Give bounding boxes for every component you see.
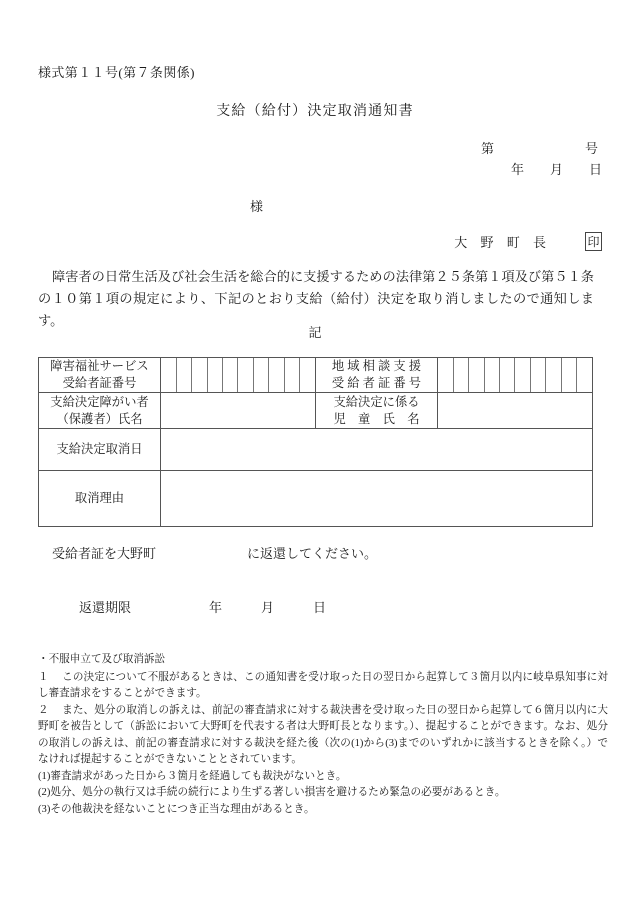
number-cell[interactable] xyxy=(300,358,315,392)
welfare-service-number-cells[interactable] xyxy=(161,358,316,393)
note-text: この決定について不服があるときは、この通知書を受け取った日の翌日から起算して３箇月以内に岐阜県知事に対し審査請求をすることができます。 xyxy=(38,671,608,699)
issuer-name: 大 野 町 長 xyxy=(454,235,551,250)
note-number: １ xyxy=(38,671,49,683)
label-cancellation-reason: 取消理由 xyxy=(39,471,161,527)
document-date-line: 年 月 日 xyxy=(510,162,602,177)
return-instruction: 受給者証を大野町 に返還してください。 xyxy=(52,546,378,561)
number-cell[interactable] xyxy=(238,358,253,392)
number-cell[interactable] xyxy=(469,358,484,392)
number-cell[interactable] xyxy=(192,358,207,392)
number-cell[interactable] xyxy=(453,358,468,392)
number-cell[interactable] xyxy=(500,358,515,392)
table-row xyxy=(39,393,593,429)
number-cell[interactable] xyxy=(438,358,453,392)
table-row xyxy=(39,429,593,471)
label-welfare-service-number: 障害福祉サービス 受給者証番号 xyxy=(39,358,161,393)
note-item xyxy=(38,670,608,703)
issuer-line xyxy=(454,232,602,251)
number-cell[interactable] xyxy=(577,358,592,392)
number-cell[interactable] xyxy=(161,358,176,392)
label-child-name: 支給決定に係る 児 童 氏 名 xyxy=(316,393,438,429)
return-deadline-value: 年 月 日 xyxy=(209,600,327,615)
return-deadline xyxy=(66,581,326,632)
note-number: ２ xyxy=(38,704,49,716)
legal-notes xyxy=(38,652,608,818)
number-cell[interactable] xyxy=(269,358,284,392)
decision-details-table xyxy=(38,357,593,527)
value-recipient-name[interactable] xyxy=(161,393,316,429)
number-cell[interactable] xyxy=(284,358,299,392)
regional-consultation-number-cells[interactable] xyxy=(438,358,593,393)
form-number: 様式第１１号(第７条関係) xyxy=(38,65,195,80)
table-row xyxy=(39,358,593,393)
document-meta-block xyxy=(481,138,602,180)
note-item xyxy=(38,703,608,769)
number-cell[interactable] xyxy=(207,358,222,392)
number-cell[interactable] xyxy=(176,358,191,392)
document-number-line: 第 号 xyxy=(480,141,598,156)
notes-heading: ・不服申立て及び取消訴訟 xyxy=(38,654,166,665)
label-cancellation-date: 支給決定取消日 xyxy=(39,429,161,471)
body-paragraph: 障害者の日常生活及び社会生活を総合的に支援するための法律第２５条第１項及び第５１条の１０第１項の規定により、下記のとおり支給（給付）決定を取り消しましたので通知します。 xyxy=(38,269,594,328)
label-recipient-name: 支給決定障がい者 （保護者）氏名 xyxy=(39,393,161,429)
number-cell[interactable] xyxy=(515,358,530,392)
number-cell[interactable] xyxy=(484,358,499,392)
number-cell[interactable] xyxy=(530,358,545,392)
number-cell[interactable] xyxy=(253,358,268,392)
note-sub-item: (2)処分、処分の執行又は手続の続行により生ずる著しい損害を避けるため緊急の必要があるとき。 xyxy=(38,787,506,798)
value-cancellation-reason[interactable] xyxy=(161,471,593,527)
table-row xyxy=(39,471,593,527)
label-regional-consultation-number: 地 域 相 談 支 援 受 給 者 証 番 号 xyxy=(316,358,438,393)
seal-stamp-icon: 印 xyxy=(585,232,602,251)
number-cell[interactable] xyxy=(561,358,576,392)
value-cancellation-date[interactable] xyxy=(161,429,593,471)
number-cell[interactable] xyxy=(223,358,238,392)
page-title: 支給（給付）決定取消通知書 xyxy=(216,104,414,119)
ki-marker: 記 xyxy=(308,325,322,340)
addressee-suffix: 様 xyxy=(250,199,264,214)
number-cell[interactable] xyxy=(546,358,561,392)
note-sub-item: (3)その他裁決を経ないことにつき正当な理由があるとき。 xyxy=(38,803,315,815)
note-sub-item: (1)審査請求があった日から３箇月を経過しても裁決がないとき。 xyxy=(38,770,347,782)
return-deadline-label: 返還期限 xyxy=(79,600,132,615)
note-text: また、処分の取消しの訴えは、前記の審査請求に対する裁決書を受け取った日の翌日から起算して６箇月以内に大野町を被告として（訴訟において大野町を代表する者は大野町長となります。）、提起することができます。なお、処分の取消しの訴えは、前記の審査請求に対する裁決を経た後（次の(1)から(3)までのいずれかに該当するときを除く。）でなければ提起することができないこととされています。 xyxy=(38,704,608,765)
value-child-name[interactable] xyxy=(438,393,593,429)
